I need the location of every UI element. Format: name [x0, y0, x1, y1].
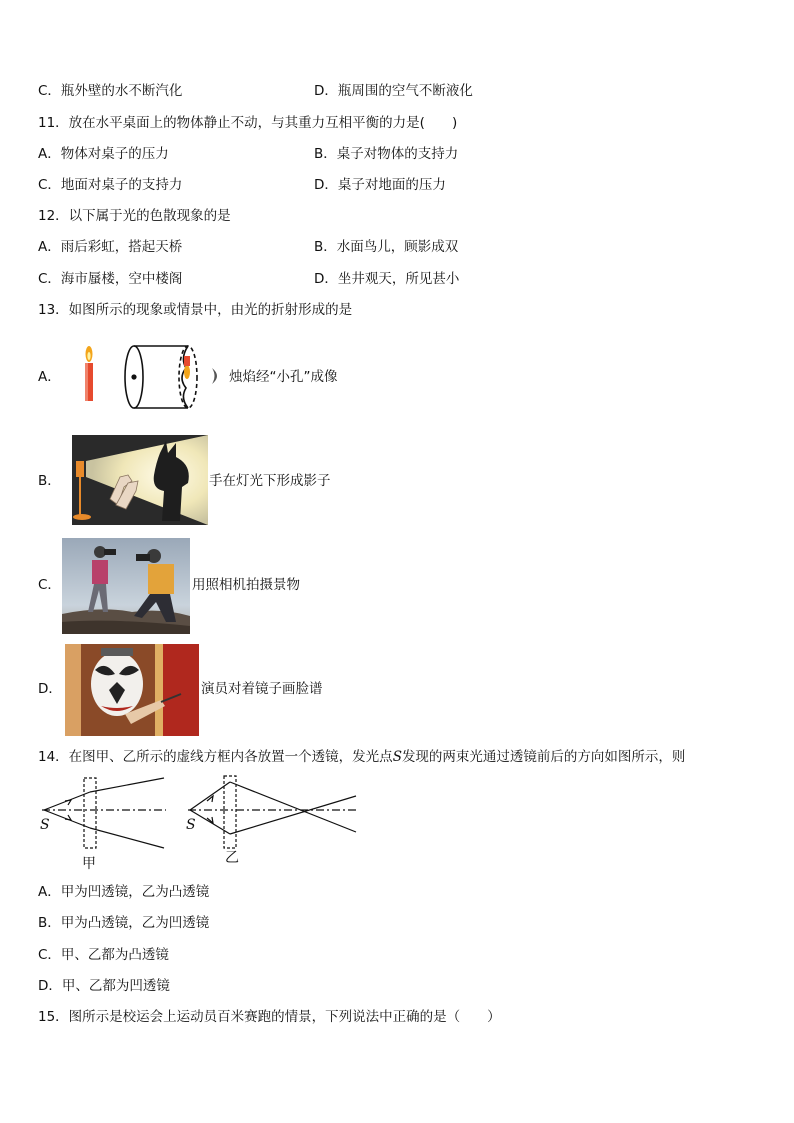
q12-options-row-1 — [38, 238, 758, 256]
q12-option-d: D．坐井观天，所见甚小 — [314, 271, 460, 287]
inverted-image-illustration — [184, 356, 190, 379]
q12-option-a: A．雨后彩虹，搭起天桥 — [38, 239, 183, 255]
eye-icon — [212, 368, 217, 384]
diagram-jia — [42, 778, 166, 848]
q14-stem — [38, 748, 685, 766]
q12-option-c: C．海市蜃楼，空中楼阁 — [38, 271, 183, 287]
q15-stem: 15．图所示是校运会上运动员百米赛跑的情景，下列说法中正确的是（ ） — [38, 1009, 501, 1025]
diagram-yi — [188, 776, 356, 848]
q13-option-c-label: C． — [38, 577, 61, 593]
hand-shadow-image — [72, 435, 208, 525]
diagram-jia-s-label: S — [40, 817, 50, 833]
q13-option-b-label: B． — [38, 473, 61, 489]
q10-options-row — [38, 82, 758, 100]
q11-option-b: B．桌子对物体的支持力 — [314, 146, 459, 162]
q12-stem: 12．以下属于光的色散现象的是 — [38, 208, 231, 224]
lens-ray-diagrams — [38, 770, 368, 874]
q11-options-row-1 — [38, 145, 758, 163]
q14-stem-part2: 发现的两束光通过透镜前后的方向如图所示，则 — [401, 749, 686, 765]
camera-photographers-image — [62, 538, 190, 634]
opera-mirror-image — [65, 644, 199, 736]
q14-option-a: A．甲为凹透镜，乙为凸透镜 — [38, 884, 210, 900]
diagram-yi-label: 乙 — [225, 850, 239, 866]
q14-option-c: C．甲、乙都为凸透镜 — [38, 947, 169, 963]
q11-stem: 11．放在水平桌面上的物体静止不动，与其重力互相平衡的力是( ) — [38, 115, 458, 131]
q13-option-c-caption: 用照相机拍摄景物 — [192, 577, 300, 593]
q10-option-d: D．瓶周围的空气不断液化 — [314, 83, 473, 99]
pinhole-camera-image — [76, 338, 228, 416]
q11-options-row-2 — [38, 176, 758, 194]
q13-option-a-caption: 烛焰经“小孔”成像 — [229, 369, 338, 385]
q13-option-d-caption: 演员对着镜子画脸谱 — [201, 681, 323, 697]
q13-option-d-label: D． — [38, 681, 62, 697]
q13-option-a-label: A． — [38, 369, 61, 385]
q12-option-b: B．水面鸟儿，顾影成双 — [314, 239, 459, 255]
diagram-jia-label: 甲 — [82, 856, 96, 872]
q14-option-b: B．甲为凸透镜，乙为凹透镜 — [38, 915, 210, 931]
q11-option-d: D．桌子对地面的压力 — [314, 177, 446, 193]
q13-option-b-caption: 手在灯光下形成影子 — [209, 473, 331, 489]
diagram-yi-s-label: S — [186, 817, 196, 833]
q14-stem-s: S — [392, 749, 402, 765]
q10-option-c: C．瓶外壁的水不断汽化 — [38, 83, 183, 99]
q14-option-d: D．甲、乙都为凹透镜 — [38, 978, 170, 994]
q11-option-c: C．地面对桌子的支持力 — [38, 177, 183, 193]
candle-illustration — [85, 346, 93, 401]
q11-option-a: A．物体对桌子的压力 — [38, 146, 169, 162]
q13-stem: 13．如图所示的现象或情景中，由光的折射形成的是 — [38, 302, 353, 318]
q12-options-row-2 — [38, 270, 758, 288]
q14-stem-part1: 14．在图甲、乙所示的虚线方框内各放置一个透镜，发光点 — [38, 749, 393, 765]
